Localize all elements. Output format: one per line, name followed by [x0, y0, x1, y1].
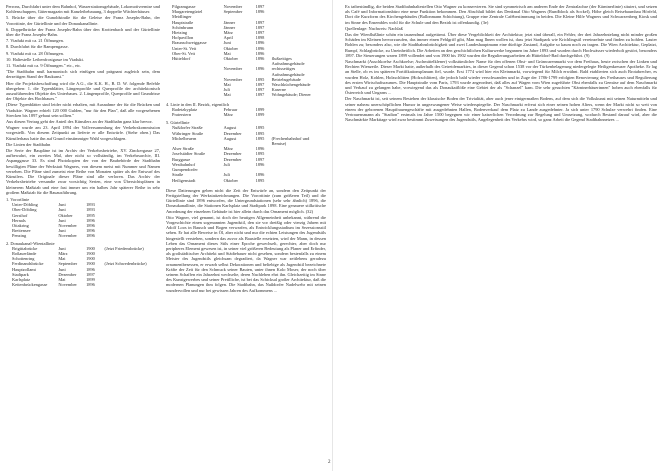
- left-column: [6, 4, 160, 287]
- table-cell: 1895: [255, 177, 265, 183]
- table-cell: Kettenbrückengasse: [12, 282, 48, 288]
- table-cell: (Frechenbahnhof und: [271, 135, 310, 141]
- table-cell: Aufnahmsgebäude: [271, 71, 305, 77]
- table-cell: 1896: [255, 146, 265, 152]
- table-cell: Remise): [271, 141, 287, 147]
- table-cell: August: [223, 135, 237, 141]
- table-cell: 1897: [255, 87, 265, 93]
- table-cell: Straße: [172, 172, 184, 178]
- station-table-donaukanal: [6, 246, 160, 288]
- table-cell: März: [58, 250, 68, 256]
- table-cell: Hütteldorf: [172, 56, 191, 62]
- station-table-bezirk: [166, 107, 326, 117]
- table-cell: Mai: [223, 50, 231, 56]
- table-cell: Juni: [58, 245, 66, 251]
- right-column: [345, 4, 657, 123]
- table-cell: Hietzing: [172, 30, 188, 36]
- table-cell: Gersthof: [12, 212, 28, 218]
- table-cell: Brigittabrücke: [12, 245, 38, 251]
- table-cell: Gumpendorfer: [172, 167, 198, 173]
- table-cell: Währinger Straße: [172, 130, 204, 136]
- paragraph: 7. Viadukt mit ca. 21 Öffnungen.: [6, 38, 64, 44]
- table-cell: Karlsplatz: [12, 276, 31, 282]
- table-cell: Schottenring: [12, 256, 35, 262]
- table-cell: Dezember: [58, 271, 77, 277]
- table-cell: 1895: [255, 76, 265, 82]
- table-cell: Mai: [223, 82, 231, 88]
- table-cell: 1893: [86, 207, 95, 213]
- table-cell: [105, 282, 160, 287]
- table-cell: Ober-St. Veit: [172, 50, 196, 56]
- paragraph: 8. Durchfahrt für die Rampengasse.: [6, 44, 69, 50]
- table-cell: Meidlinger: [172, 14, 192, 20]
- table-cell: Unter-Döbling: [12, 202, 38, 208]
- paragraph: Die Serie der Baupläne ist im Archiv der Verkehrsbetriebe, XV. Zinckergasse 27, aufbewahrt, ein zweites Mal, aber nicht so vollständig, im Verkehrsarchiv, III. Aspanggasse 33. Es sind Photokopien der von der Baubehörde der Stadtbahn bewilligten Pläne der Werkstatt Wagners, von diesem meist mit Nummer und Namen versehen. Die Pläne sind zumeist eine Reihe von Monaten später als der Entwurf des Künstlers. Die Originale dieser Pläne sind alle verloren. Das Archiv der Verkehrsbetriebe versandte zwar vorsichtig Serien, eine von Übersichtsplänen in kleinerem Maßstab und eine fast immer um ein halbes Jahr späterer Reihe in sehr großem Maßstab für die Bauausführung.: [6, 148, 160, 195]
- table-cell: Hauptstraße: [172, 19, 194, 25]
- table-cell: Februar: [223, 106, 238, 112]
- table-cell: rechtsseitiges: [271, 66, 296, 72]
- table-cell: Hernals: [12, 217, 26, 223]
- table-cell: 1896: [255, 45, 265, 51]
- table-cell: März: [223, 30, 233, 36]
- table-cell: November: [223, 4, 243, 9]
- table-cell: 1898: [255, 35, 265, 41]
- paragraph: Otto Wagner, viel genannt, ist doch der heutigen Allgemeinheit unbekannt, während die Vorgeschichte einen sogenannten Jugendstil, den sie vor dreißig oder vierzig Jahren mit Adolf Loos in Bausch und Bogen verwarfen, als Entwicklungsstadium im Sezessionsstil sehen. Er hat alle Beweise in Öl, aber nicht und nur die echten Leistungen des Jugendstils hingestellt verstehen, sondern das zuvor als Baustelle ersetzten, wird der Mann, in dessen Leben das Ornament dieses Stils einer Epoche gewechselt, gerechter, aber doch nur peripheres Element gewesen ist, in seiner viel größeren Bedeutung als Planer und Erfinder, als großstädtischer Architekt und Städtebauer nicht gesehen, sondern bestenfalls zu einem Meister des Jugendstils gleichsam degradiert, da Wagner war zeitlebens geradezu ornamentbesessen, er erwarb selbst Dekorationen und beliebige als Jugendstil bezeichnete Kräfte der Zeit für den Schmuck seiner Bauten, unter ihnen Kolo Moser, der noch über seinem Schaffen ein Jahrzehnt wechselte, deren Nachleben ehrt ihn. Gleichzeitig im Sinne des Kunstgewerbes und seiner Pretilliche, ist bei das Schicksal großer Architektur, daß die modernen Planungen ihm folgen. Die Stadtbahn, das Nußdorfer Nadelwehr mit seinen wundervollen und nur bei gewissen Jahren des Aufkommens ...: [166, 214, 326, 293]
- table-cell: flußseitiges: [271, 56, 292, 62]
- table-cell: 1895: [255, 125, 265, 131]
- paragraph: Wagner wurde am 23. April 1894 der Vollversammlung der Verkehrskommission vorgestellt. Von diesem Zeitpunkt an lieferte er alle Entwürfe. (Siehe oben.) Das Künstlerhaus hatte ihn auf Grund einstimmiger Wahl vorgeschlagen.: [6, 125, 160, 141]
- paragraph: (Diese Typenblätter sind leider nicht erhalten, mit Ausnahme der für die Brücken und Viadukte. Wagner erhielt 120 000 Gulden, "nur für den Plan", daß alle vorgesehenen Strecken bis 1897 gebaut sein sollten.": [6, 102, 160, 118]
- table-cell: März: [223, 146, 233, 152]
- table-cell: 1896: [86, 233, 95, 239]
- table-cell: (Jetzt Schwedenbrücke): [104, 261, 147, 267]
- table-cell: Juli: [223, 172, 230, 178]
- table-cell: Dezember: [223, 151, 242, 157]
- table-row: [6, 282, 160, 287]
- table-cell: Wohngebäude; Diener: [271, 92, 311, 98]
- table-cell: 1900: [86, 261, 95, 267]
- table-cell: Penzing: [12, 233, 27, 239]
- table-cell: Alser Straße: [172, 146, 194, 152]
- table-cell: Roßauerlände: [12, 250, 37, 256]
- table-cell: Juni: [58, 217, 66, 223]
- table-cell: Dezember: [223, 156, 242, 162]
- table-cell: Juni: [58, 266, 66, 272]
- table-cell: Mai: [58, 256, 66, 262]
- table-cell: 1896: [255, 66, 265, 72]
- table-cell: Radetzkyplatz: [172, 106, 198, 112]
- paragraph: Aus diesen Vertrag geht der Anteil des Künstlers an der Stadtbahn ganz klar hervor.: [6, 119, 153, 125]
- table-cell: 1900: [86, 245, 95, 251]
- paragraph: 9. Viadukt mit ca. 28 Öffnungen.: [6, 50, 64, 56]
- list-heading: 5. Gürtellinie: [166, 120, 190, 126]
- table-cell: Heiligenstadt: [172, 177, 196, 183]
- table-cell: 1896: [255, 40, 265, 46]
- table-cell: Michelbeuern: [172, 135, 197, 141]
- table-cell: Nußdorfer Straße: [172, 125, 203, 131]
- paragraph: 11. Viadukt mit ca. 9 Öffnungen." etc., etc.: [6, 63, 82, 69]
- table-cell: Stadtpark: [12, 271, 29, 277]
- station-table-guertellinie: [166, 125, 326, 182]
- table-cell: 1896: [86, 266, 95, 272]
- table-cell: 1899: [86, 276, 95, 282]
- table-cell: Juni: [58, 207, 66, 213]
- table-cell: 1897: [255, 30, 265, 36]
- table-cell: März: [223, 112, 233, 118]
- table-cell: 1896: [255, 161, 265, 167]
- paragraph: "Die Stadtbahn muß harmonisch sich einfügen und prägnant zugleich sein, dem derzeitigen Stand der Baukunst.": [6, 69, 160, 80]
- page-number: 2: [328, 460, 331, 465]
- list-heading: 1. Vorortlinie: [6, 196, 30, 202]
- table-cell: Braunschweiggasse: [172, 40, 207, 46]
- table-cell: [105, 233, 160, 238]
- table-cell: Josefstädter Straße: [172, 151, 206, 157]
- table-cell: November: [223, 66, 243, 72]
- right-page: [333, 0, 666, 471]
- table-cell: 1895: [86, 212, 95, 218]
- table-cell: Betriebsgebäude: [271, 76, 301, 82]
- table-cell: Juli: [223, 161, 230, 167]
- station-table-wientallinie: [166, 4, 326, 98]
- table-cell: April: [223, 35, 233, 41]
- paragraph: Hier die Projektsbeschaffung wird die A.G., die K.K. H., B. D. W. folgende Befehle übergeben: 1. die Typenblätter, Längenprofile und Querprofile der architektonisch auszuführenden Objekte des Unterbaues. 2. Längenprofile, Querprofile und Grundrisse der Objekte des Hochbaues.": [6, 80, 160, 102]
- middle-column: [166, 4, 326, 294]
- table-cell: 1893: [86, 202, 95, 208]
- table-cell: November: [223, 76, 243, 82]
- table-cell: 1896: [86, 228, 95, 234]
- table-cell: 1896: [86, 222, 95, 228]
- table-cell: Aufnahmsgebäude: [271, 61, 305, 67]
- table-cell: November: [58, 282, 77, 288]
- list-heading: 4. Linie in den II. Bezirk, eigentlich: [166, 101, 230, 107]
- table-cell: 1896: [255, 50, 265, 56]
- table-cell: (Jetzt Friedensbrücke): [104, 245, 144, 251]
- table-cell: Oktober: [223, 177, 238, 183]
- table-cell: 1900: [86, 250, 95, 256]
- table-cell: Kaserne: [271, 87, 286, 93]
- table-cell: 1895: [255, 130, 265, 136]
- paragraph: Ex tatbestündlig, die beiden Stadtbahnhaltestellen Otto Wagner zu konservieren. Sie sind symmetrisch am anderen Ende der Zentralachse (der Kärntnerlinie) situiert, und setzen als Café und Informationsbüro eine neue Funktion bekommen. Den Abschluß bildet das Denkmal Otto Wagners (Rundblock als Sockel), Höhe gleich Reisebaumbau Hörfeld, Dort die Kurzform des Kirchengebäudes (Ballonmann Schichtung), Gruppe eine Zentrale Cafébestimmung in beiden. Die Kleine Hilfe Wagners und Schwarzenberg Kiosk und im Sinne des Ensembles wohl für die Schule und den Bezirk ist offenkundig. (3e): [345, 4, 657, 25]
- table-cell: Mai: [58, 276, 66, 282]
- table-cell: Breitensee: [12, 228, 31, 234]
- table-cell: Juni: [58, 202, 66, 208]
- table-cell: [272, 112, 326, 117]
- table-cell: 1897: [255, 19, 265, 25]
- paragraph: Naschmarkt (Auschkoelse Aschkoelse; Aschmittelklener) volkstümlicher Name für den offenen Obst- und Grünwarenmarkt vor dem Freihaus, heute zwischen der Linken und Rechten Wienzeile. Dieser Markt hatte, außerhalb des Getreidemarktes, in dieser Gegend schon 1538 vor der Türkenbelagerung niedergelegte Heiligenkreuzer Apotheke. Er lag an Stelle, ob es im späteren Fortifikationsplanum fiel, wurde. Erst 1774 wird hier ein Kleinmarkt, vorwiegend für Milch erwähnt. Bald etablierten sich auch Brotabrecher, es wurden Holz, Kohlen, Holzschlitten (Holzschlitten), die jedoch bald wieder verschwanden und in Zuge der 1786-1799 erfolgten Renovierung des Freihauses und Regulierung des ersten Wirtschaftsraumes. Die Hauptstraße vom Paris, 1793 wurde angeordnet, daß alles auf Wagen vom Wien zugeführte Obst ebenfalls zu Gemüse auf dem Naschmarkt und Verkauf zu gelangen habe, vorwiegend das als Donaukaiflöße eine Gebiet der als "Schanzel" kam. Die sehr gesuchten "Kärntnerbäuerinnen" hoben auch ebenfalls für Österreich und Ungarns ...: [345, 59, 657, 96]
- table-cell: Mai: [223, 92, 231, 98]
- table-cell: 1900: [86, 256, 95, 262]
- paragraph: 6. Doppelbrücke der Franz Josephs-Bahn über den Krottenbach und der Gürtellinie über die Franz Josephs-Bahn.: [6, 26, 160, 38]
- table-cell: 1896: [255, 56, 265, 62]
- table-cell: Pilgramgasse: [172, 4, 196, 9]
- caption: Quellenlage: Nachweis: Nachlaß: [345, 25, 403, 31]
- table-cell: 1897: [255, 82, 265, 88]
- table-cell: Praterstern: [172, 112, 192, 118]
- table-cell: [166, 92, 224, 97]
- table-cell: Jänner: [223, 19, 236, 25]
- table-row: [166, 112, 326, 117]
- paragraph: Diese Datierungen geben nicht die Zeit der Entwürfe an, sondern den Zeitpunkt der Fertigstellung der Werkstattzeichnungen. Die Vororttinie (zum größeren Teil) und die Gürtellinie sind 1896 entworfen, die Untergrundstationen (sehr sehr ähnlich) 1896, die Donaukanallinie, die Stationen Karlsplatz und Stadtpark 1898. Eine genauere stilkritische Anordnung der einzelnen Gebäude ist hier allein durch das Ornament möglich. (32): [166, 187, 326, 214]
- paragraph: Perrons, Durchfahrt unter dem Bahnhof, Wasserstationsgebäude, Lokomotivremise und Kohlenschuppen, Gütermagazin mit Kanzleibebauung, 3 doppelte Wächterhäuser.: [6, 4, 160, 15]
- paragraph: Der Naschmarkt ist, seit seinem Bestehen der klassische Boden der Trivialität, aber auch jener einigermaßen Bodens, auf dem sich die Volkskunst mit seinen Naturmitteln und seiner nahezu unerschöpflichen Humor in ungezwungener Weise wiederspiegelte. Der Naschmarkt erfreut sich einer seinen hohen Alters, wenn der Markt nicht so weit von einem der geborenen Hauptfrauengeschäfte mit ausgedehnten Hallen, Bodenverkauf dem Platz zu Lande ausgedehnter. Ja sich unter 1790 Schulze verwehrt finden. Eine Vertrauensmann als "Stadion" erstmals im Jahre 1500 begegnen wir einer kaiserlichen Verordnung zur Regelung und Umsetzung, wodurch Bestand darauf wird, aber die Naschmärkte Markttage wird zwar bestimmt Zuweisungen des Jugendstils, Angelegenheit des Verkehrs wird, so ganz Arbeit die Gegend Stadtbahnnetzes ...: [345, 96, 657, 123]
- section-heading: Die Linien der Stadtbahn: [6, 141, 51, 147]
- table-cell: Hofpavillon: [172, 35, 194, 41]
- table-cell: Dezember: [223, 130, 242, 136]
- table-cell: 1899: [255, 112, 265, 118]
- table-row: [6, 233, 160, 238]
- table-cell: Margaretengürtel: [172, 9, 203, 15]
- paragraph: 10. Haltestelle Leibenfrostgasse im Viadukt.: [6, 56, 84, 62]
- table-cell: 1897: [255, 24, 265, 30]
- table-cell: Unter-St. Veit: [172, 45, 197, 51]
- table-cell: 1896: [86, 217, 95, 223]
- paragraph: Das der Wienflußlinie schön ein tausendmal aufgetürmt. Über diese Vergeblichkeit der Architektur; jetzt sind überall, ein Fehler, der drei Jahrzehntelang nicht minder großen Schäden im Kleinen hervorzurufen, das immer einen Fehlgriff gibt, Man mag Ihnen wollen ist, dass jetzt Stadtpark wie Krichlingstil vereinzelnte und finden zu hohlen. Lauter Bohlen zu; besonders also, wie die Stadtbahnsbrüchigkeit und zwei Landeshauptmann eine dürftige Zustand, Aufgabe so kaum noch zu tragen. Die Wien Architektur, Geplatzt, Rumpf, Schlagbrücke, zu Uneinheitlich. Die Arbeiten an den geschichtlichen Kulturwerke begannen im Jahre 1893 und wurden durch Hochwässer wiederholt gestört, besonders 1897. Die Steuerungen waren 1899 vollendet und von 1900 bis 1902 wurden die Regulierungsarbeiten ab Hütteldorf-Bad durchgeführt. (9): [345, 32, 657, 58]
- table-cell: Juni: [58, 228, 66, 234]
- table-cell: Oktober: [58, 212, 73, 218]
- table-cell: Oktober: [223, 56, 238, 62]
- table-cell: November: [58, 233, 77, 239]
- table-cell: 1897: [255, 92, 265, 98]
- table-cell: 1896: [255, 172, 265, 178]
- table-cell: Juni: [223, 40, 231, 46]
- table-cell: September: [223, 9, 243, 15]
- table-cell: 1896: [86, 282, 95, 288]
- table-cell: Hauptzollamt: [12, 266, 36, 272]
- table-row: [166, 92, 326, 97]
- table-cell: 1897: [255, 4, 265, 9]
- table-cell: Schönbrunn: [172, 24, 194, 30]
- table-cell: Ottakring: [12, 222, 29, 228]
- paragraph: 5. Brücke über die Gunoldstraße für die Geleise der Franz Josephs-Bahn, der Vororttinie, der Gürtellinie und der Donaukanallinie.: [6, 15, 160, 26]
- table-cell: 1897: [86, 271, 95, 277]
- table-cell: Westbahnhof: [172, 161, 196, 167]
- table-cell: 1897: [255, 156, 265, 162]
- table-cell: August: [223, 125, 237, 131]
- table-cell: 1899: [255, 106, 265, 112]
- table-cell: November: [58, 222, 77, 228]
- table-cell: Ferdinandsbrücke: [12, 261, 44, 267]
- station-table-vorortlinie: [6, 202, 160, 238]
- table-cell: Burggasse: [172, 156, 191, 162]
- table-cell: Jänner: [223, 24, 236, 30]
- table-cell: 1895: [255, 135, 265, 141]
- table-cell: Juli: [223, 87, 230, 93]
- table-cell: Waschküchengebäude: [271, 82, 311, 88]
- table-cell: Ober-Döbling: [12, 207, 37, 213]
- table-cell: 1896: [255, 9, 265, 15]
- table-cell: September: [58, 261, 78, 267]
- table-cell: 1895: [255, 151, 265, 157]
- list-heading: 2. Donaukanal-Wientallinie: [6, 240, 55, 246]
- table-cell: Oktober: [223, 45, 238, 51]
